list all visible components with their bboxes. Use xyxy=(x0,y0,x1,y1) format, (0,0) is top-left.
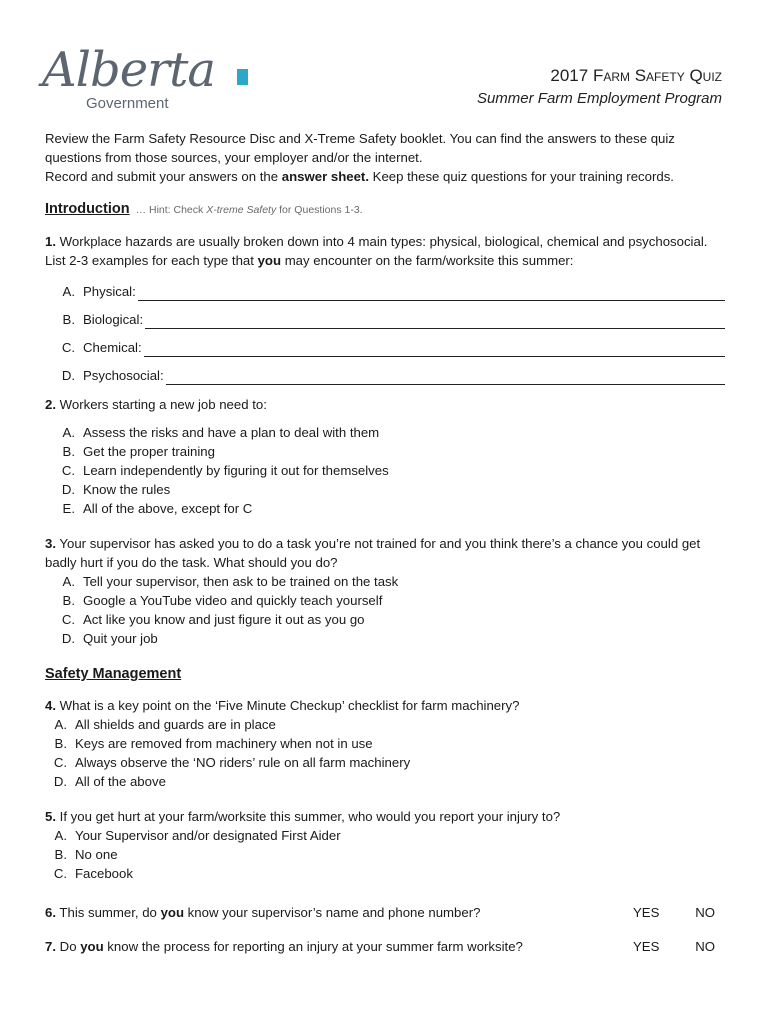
option-label: All shields and guards are in place xyxy=(75,717,276,732)
option-a[interactable] xyxy=(45,826,725,845)
question-text xyxy=(45,696,725,715)
option-letter: C. xyxy=(61,612,75,627)
section-safety-management-header xyxy=(45,664,725,684)
instructions-line-1: Review the Farm Safety Resource Disc and X-Treme Safety booklet. You can find the answers to these quiz questions from those sources, your employer and/or the internet. xyxy=(45,131,675,165)
question-number: 4. xyxy=(45,698,56,713)
options-list xyxy=(45,423,725,518)
section-title: Safety Management xyxy=(45,666,182,682)
question-text-part: Your supervisor has asked you to do a task you’re not trained for and you think there’s a chance you could get badly hurt if you do the task. What should you do? xyxy=(45,536,701,570)
hint-text-end: for Questions 1-3. xyxy=(276,204,363,216)
option-letter: E. xyxy=(62,501,75,516)
options-list xyxy=(45,572,725,648)
question-text xyxy=(45,232,725,270)
option-a[interactable] xyxy=(45,423,725,442)
instructions xyxy=(45,129,725,186)
question-1 xyxy=(45,232,725,385)
option-d[interactable] xyxy=(45,480,725,499)
answer-line-b[interactable] xyxy=(45,310,725,329)
option-label: Act like you know and just figure it out as you go xyxy=(83,612,365,627)
option-label: All of the above, except for C xyxy=(83,501,253,516)
page-title xyxy=(477,66,722,86)
option-label: Always observe the ‘NO riders’ rule on all farm machinery xyxy=(75,755,411,770)
option-label: Biological: xyxy=(83,312,144,327)
option-letter: B. xyxy=(54,847,67,862)
hint-text: … Hint: Check xyxy=(135,204,207,216)
option-label: Your Supervisor and/or designated First Aider xyxy=(75,828,341,843)
option-c[interactable] xyxy=(45,610,725,629)
question-number: 1. xyxy=(45,234,56,249)
option-letter: A. xyxy=(62,284,75,299)
option-letter: C. xyxy=(53,755,67,770)
option-b[interactable] xyxy=(45,734,725,753)
answer-lines xyxy=(45,282,725,385)
option-b[interactable] xyxy=(45,845,725,864)
question-4 xyxy=(45,696,725,791)
option-label: All of the above xyxy=(75,774,166,789)
no-option[interactable]: NO xyxy=(695,939,715,954)
question-emphasis: you xyxy=(80,939,104,954)
instructions-line-2 xyxy=(45,167,725,186)
option-b[interactable] xyxy=(45,591,725,610)
question-number: 3. xyxy=(45,536,56,551)
question-3 xyxy=(45,534,725,648)
question-text-part: know your supervisor’s name and phone number? xyxy=(184,905,481,920)
option-label: Google a YouTube video and quickly teach yourself xyxy=(83,593,383,608)
quiz-body xyxy=(45,129,725,966)
option-letter: C. xyxy=(61,340,75,355)
question-5 xyxy=(45,807,725,883)
logo-subtitle: Government xyxy=(86,95,169,112)
question-text xyxy=(45,903,480,922)
instructions-text-end: Keep these quiz questions for your training records. xyxy=(369,169,674,184)
question-emphasis: you xyxy=(160,905,185,920)
question-text-part: Do xyxy=(56,939,81,954)
option-label: Get the proper training xyxy=(83,444,215,459)
option-letter: D. xyxy=(61,631,75,646)
title-text: Farm Safety Quiz xyxy=(592,66,722,85)
blank-line[interactable] xyxy=(138,286,725,301)
option-label: Tell your supervisor, then ask to be trained on the task xyxy=(83,574,399,589)
question-text xyxy=(45,937,523,956)
option-a[interactable] xyxy=(45,715,725,734)
yes-option[interactable]: YES xyxy=(633,905,660,920)
question-number: 5. xyxy=(45,809,56,824)
blank-line[interactable] xyxy=(144,342,725,357)
question-number: 6. xyxy=(45,905,56,920)
alberta-government-logo xyxy=(42,42,217,114)
hint-emphasis: X-treme Safety xyxy=(206,204,277,216)
question-text-part: This summer, do xyxy=(56,905,161,920)
answer-line-a[interactable] xyxy=(45,282,725,301)
option-c[interactable] xyxy=(45,753,725,772)
question-number: 7. xyxy=(45,939,56,954)
blank-line[interactable] xyxy=(145,314,725,329)
option-letter: C. xyxy=(61,463,75,478)
logo-wordmark: Alberta xyxy=(42,42,215,98)
option-d[interactable] xyxy=(45,772,725,791)
option-letter: A. xyxy=(54,828,67,843)
option-label: Learn independently by figuring it out for themselves xyxy=(83,463,389,478)
option-c[interactable] xyxy=(45,864,725,883)
question-text-part: Workplace hazards are usually broken down into 4 main types: physical, biological, chemical and psychosocial. List 2-3 examples for each type that xyxy=(45,234,708,268)
option-label: Physical: xyxy=(83,284,136,299)
option-label: Quit your job xyxy=(83,631,158,646)
section-introduction-header xyxy=(45,199,725,220)
options-list xyxy=(45,826,725,883)
no-option[interactable]: NO xyxy=(695,905,715,920)
yes-option[interactable]: YES xyxy=(633,939,660,954)
blank-line[interactable] xyxy=(166,370,725,385)
question-6 xyxy=(45,903,725,922)
option-label: No one xyxy=(75,847,118,862)
answer-line-d[interactable] xyxy=(45,366,725,385)
title-year: 2017 xyxy=(550,66,589,85)
option-label: Keys are removed from machinery when not in use xyxy=(75,736,373,751)
question-text-part: know the process for reporting an injury at your summer farm worksite? xyxy=(103,939,523,954)
option-label: Psychosocial: xyxy=(83,368,164,383)
question-text xyxy=(45,807,725,826)
question-text-part: What is a key point on the ‘Five Minute Checkup’ checklist for farm machinery? xyxy=(56,698,520,713)
option-letter: B. xyxy=(62,312,75,327)
page-subtitle: Summer Farm Employment Program xyxy=(476,90,722,107)
section-title: Introduction xyxy=(45,201,130,217)
option-letter: B. xyxy=(62,444,75,459)
option-letter: C. xyxy=(53,866,67,881)
options-list xyxy=(45,715,725,791)
option-label: Chemical: xyxy=(83,340,142,355)
question-text-part: Workers starting a new job need to: xyxy=(56,397,267,412)
option-e[interactable] xyxy=(45,499,725,518)
question-text-part: may encounter on the farm/worksite this summer: xyxy=(281,253,574,268)
option-letter: A. xyxy=(62,574,75,589)
option-letter: B. xyxy=(62,593,75,608)
option-b[interactable] xyxy=(45,442,725,461)
question-text xyxy=(45,534,725,572)
option-letter: A. xyxy=(62,425,75,440)
yes-no-choices xyxy=(633,937,715,956)
option-label: Know the rules xyxy=(83,482,171,497)
question-number: 2. xyxy=(45,397,56,412)
option-letter: D. xyxy=(61,482,75,497)
option-label: Facebook xyxy=(75,866,133,881)
answer-sheet-emphasis: answer sheet. xyxy=(281,169,369,184)
answer-line-c[interactable] xyxy=(45,338,725,357)
option-letter: A. xyxy=(54,717,67,732)
option-c[interactable] xyxy=(45,461,725,480)
option-label: Assess the risks and have a plan to deal with them xyxy=(83,425,380,440)
option-letter: D. xyxy=(61,368,75,383)
option-a[interactable] xyxy=(45,572,725,591)
yes-no-choices xyxy=(633,903,715,922)
question-7 xyxy=(45,937,725,956)
question-emphasis: you xyxy=(257,253,282,268)
option-letter: B. xyxy=(54,736,67,751)
option-d[interactable] xyxy=(45,629,725,648)
question-2 xyxy=(45,395,725,518)
logo-square-icon xyxy=(237,69,248,85)
section-hint xyxy=(136,204,363,216)
question-text-part: If you get hurt at your farm/worksite this summer, who would you report your injury to? xyxy=(56,809,561,824)
option-letter: D. xyxy=(53,774,67,789)
instructions-text: Record and submit your answers on the xyxy=(45,169,282,184)
document-header xyxy=(477,66,722,107)
question-text xyxy=(45,395,725,414)
